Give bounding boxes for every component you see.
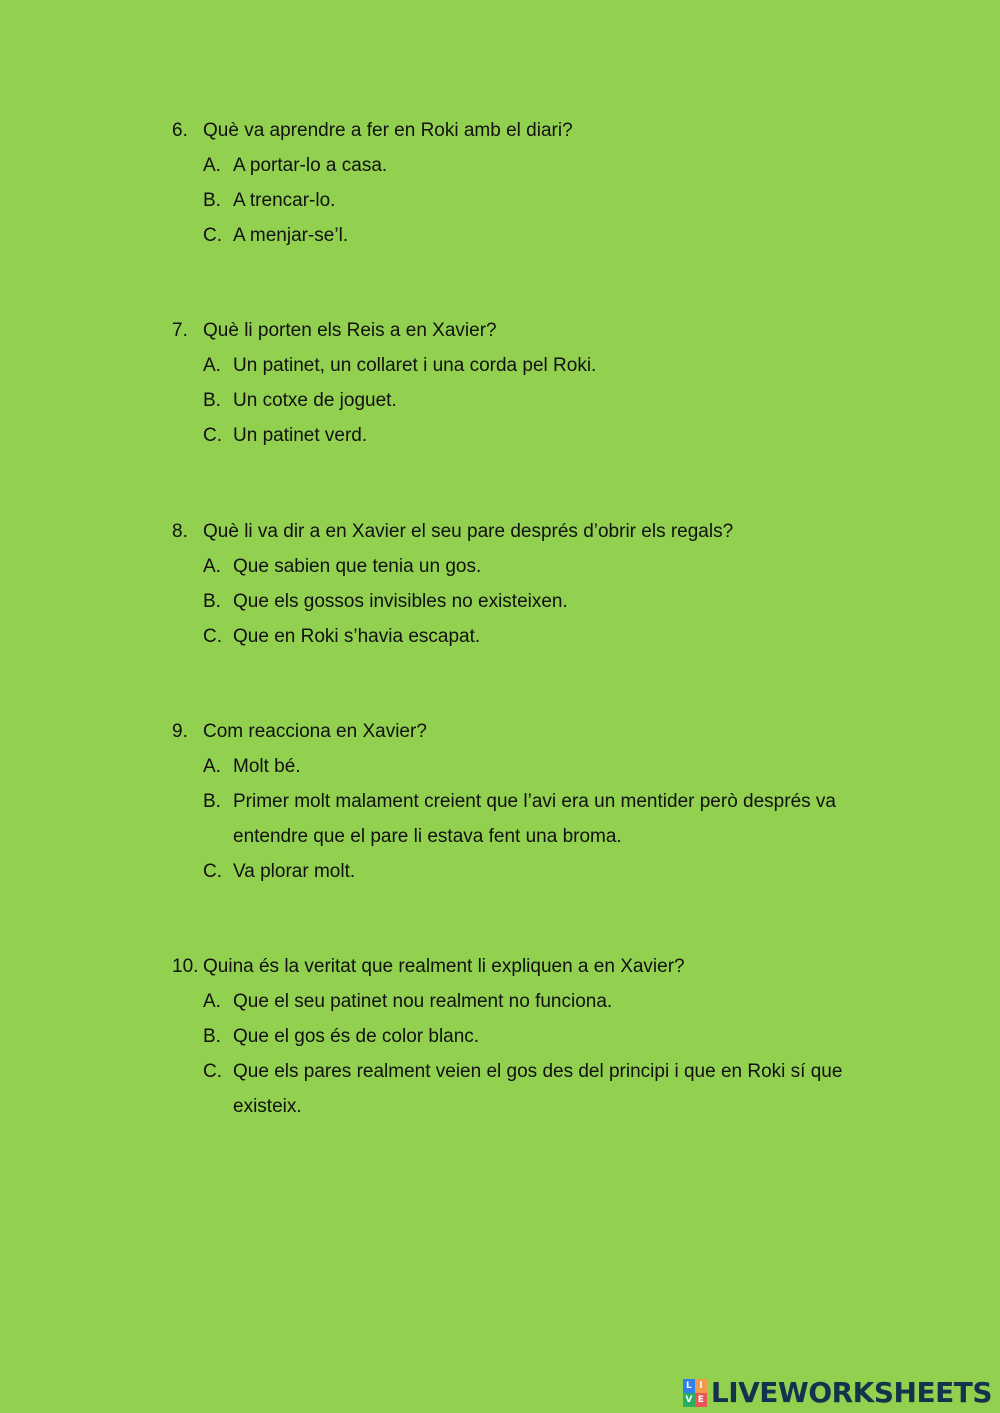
logo-text: LIVEWORKSHEETS xyxy=(710,1376,992,1409)
option-text: A portar-lo a casa. xyxy=(233,155,388,176)
option-letter: A. xyxy=(203,556,221,577)
option-letter: C. xyxy=(203,861,222,882)
answer-option-b[interactable] xyxy=(203,383,892,418)
liveworksheets-logo xyxy=(683,1376,992,1409)
option-text: Que sabien que tenia un gos. xyxy=(233,556,482,577)
option-text: Que en Roki s’havia escapat. xyxy=(233,626,481,647)
question-8 xyxy=(172,514,892,654)
badge-letter: L xyxy=(683,1379,695,1393)
question-line xyxy=(172,949,892,984)
question-number: 7. xyxy=(172,320,188,341)
option-text: A trencar-lo. xyxy=(233,190,336,211)
option-letter: B. xyxy=(203,1026,221,1047)
badge-letter: V xyxy=(683,1393,695,1407)
option-letter: C. xyxy=(203,225,222,246)
question-text: Quina és la veritat que realment li expliquen a en Xavier? xyxy=(203,956,685,977)
answer-option-b[interactable] xyxy=(203,584,892,619)
option-letter: A. xyxy=(203,756,221,777)
answer-option-a[interactable] xyxy=(203,749,892,784)
question-number: 8. xyxy=(172,521,188,542)
answer-option-c[interactable] xyxy=(203,854,892,889)
question-7 xyxy=(172,313,892,453)
option-text: Un cotxe de joguet. xyxy=(233,390,397,411)
option-letter: C. xyxy=(203,425,222,446)
answer-option-a[interactable] xyxy=(203,549,892,584)
answer-option-b[interactable] xyxy=(203,784,892,854)
question-6 xyxy=(172,113,892,253)
question-text: Què li porten els Reis a en Xavier? xyxy=(203,320,497,341)
option-letter: C. xyxy=(203,626,222,647)
answer-option-c[interactable] xyxy=(203,418,892,453)
question-number: 10. xyxy=(172,956,199,977)
answer-option-c[interactable] xyxy=(203,218,892,253)
option-text: Que els gossos invisibles no existeixen. xyxy=(233,591,568,612)
option-text: Que el seu patinet nou realment no funciona. xyxy=(233,991,613,1012)
question-line xyxy=(172,514,892,549)
question-9 xyxy=(172,714,892,889)
question-text: Com reacciona en Xavier? xyxy=(203,721,427,742)
option-letter: A. xyxy=(203,991,221,1012)
option-letter: B. xyxy=(203,390,221,411)
answer-option-c[interactable] xyxy=(203,1054,892,1124)
option-text: A menjar-se’l. xyxy=(233,225,349,246)
answer-option-b[interactable] xyxy=(203,1019,892,1054)
option-text: Que els pares realment veien el gos des del principi i que en Roki sí que existeix. xyxy=(233,1061,843,1117)
question-10 xyxy=(172,949,892,1124)
question-number: 6. xyxy=(172,120,188,141)
question-number: 9. xyxy=(172,721,188,742)
option-text: Va plorar molt. xyxy=(233,861,356,882)
answer-option-a[interactable] xyxy=(203,348,892,383)
option-letter: B. xyxy=(203,591,221,612)
question-text: Què li va dir a en Xavier el seu pare després d’obrir els regals? xyxy=(203,521,734,542)
option-letter: A. xyxy=(203,155,221,176)
question-line xyxy=(172,113,892,148)
question-text: Què va aprendre a fer en Roki amb el diari? xyxy=(203,120,573,141)
badge-letter: I xyxy=(695,1379,707,1393)
option-letter: A. xyxy=(203,355,221,376)
option-text: Primer molt malament creient que l’avi era un mentider però després va entendre que el pare li estava fent una broma. xyxy=(233,791,836,847)
option-text: Un patinet verd. xyxy=(233,425,368,446)
answer-option-a[interactable] xyxy=(203,984,892,1019)
option-letter: C. xyxy=(203,1061,222,1082)
option-text: Un patinet, un collaret i una corda pel Roki. xyxy=(233,355,597,376)
option-letter: B. xyxy=(203,791,221,812)
question-line xyxy=(172,313,892,348)
badge-letter: E xyxy=(695,1393,707,1407)
question-line xyxy=(172,714,892,749)
live-badge-icon xyxy=(683,1379,707,1407)
option-text: Molt bé. xyxy=(233,756,301,777)
answer-option-c[interactable] xyxy=(203,619,892,654)
answer-option-b[interactable] xyxy=(203,183,892,218)
answer-option-a[interactable] xyxy=(203,148,892,183)
option-text: Que el gos és de color blanc. xyxy=(233,1026,480,1047)
option-letter: B. xyxy=(203,190,221,211)
